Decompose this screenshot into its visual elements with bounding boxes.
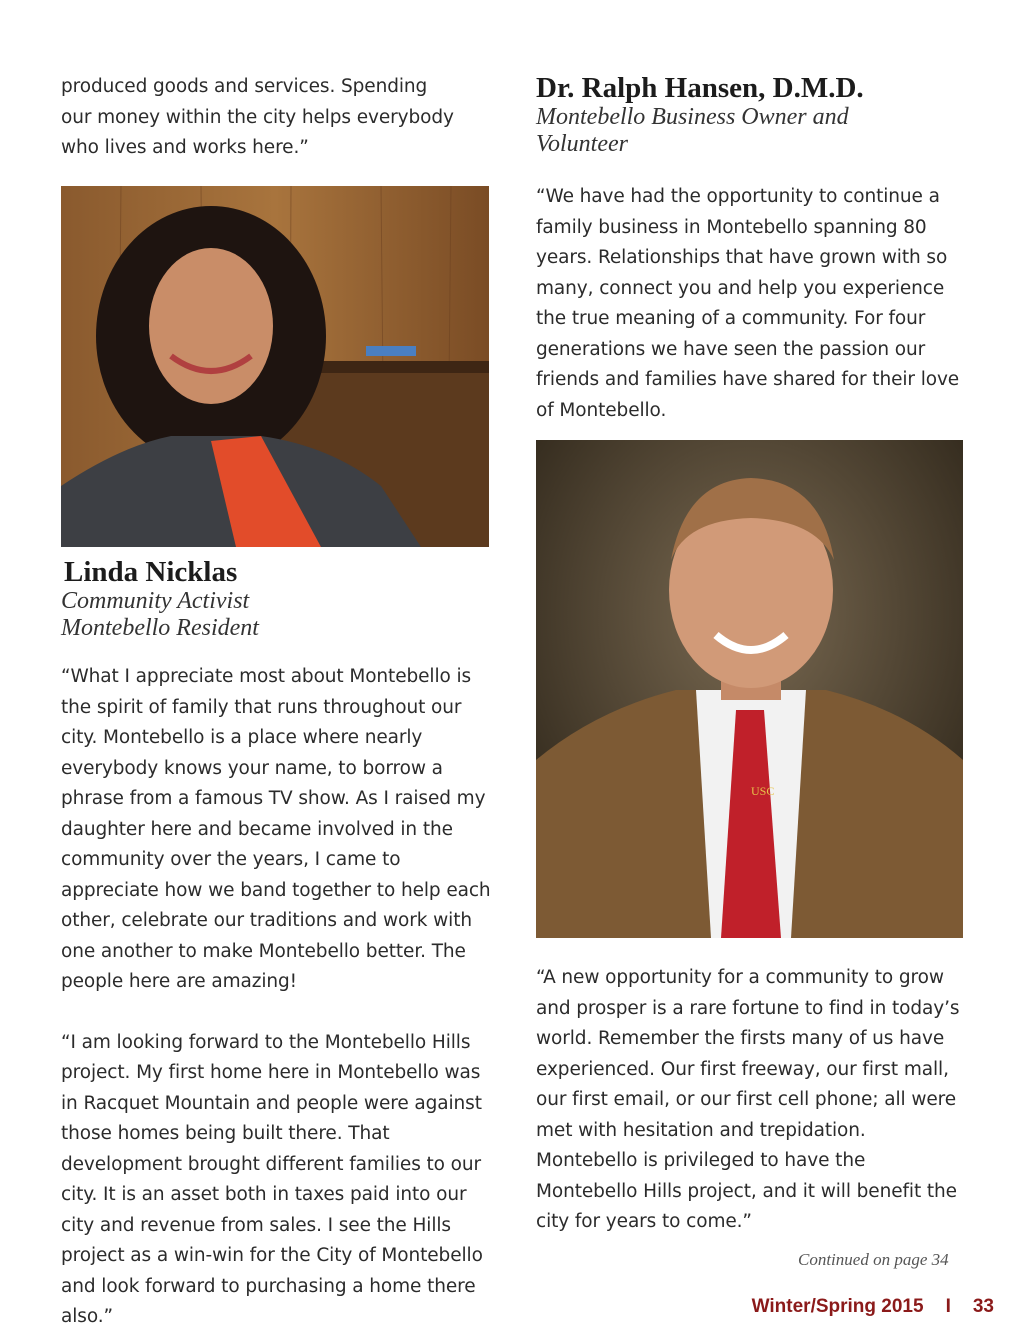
ralph-hansen-photo [536,440,963,938]
hansen-block-2 [536,963,966,1238]
left-column [61,72,491,164]
tie-pattern-text: USC [751,784,775,798]
linda-block [61,556,491,1333]
person-location: Montebello Resident [61,615,259,641]
hansen-quote-2: “A new opportunity for a community to grow and prosper is a rare fortune to find in today’s world. Remember the firsts many of us have experienced. Our first freeway, our first mall, our first email, or our first cell phone; all were met with hesitation and trepidation. Montebello is privileged to have the Montebello Hills project, and it will benefit the city for years to come.” [536,967,960,1232]
linda-nicklas-photo [61,186,489,547]
person-name: Linda Nicklas [64,556,238,588]
issue-label: Winter/Spring 2015 [751,1296,924,1317]
continued-note: Continued on page 34 [798,1250,949,1269]
linda-quote-2: “I am looking forward to the Montebello Hills project. My first home here in Montebello was in Racquet Mountain and people were against those homes being built there. That development brought different families to our city. It is an asset both in taxes paid into our city and revenue from sales. I see the Hills project as a win-win for the City of Montebello and look forward to purchasing a home there also.” [61,1031,483,1327]
page-number: 33 [972,1296,994,1317]
person-name: Dr. Ralph Hansen, D.M.D. [536,72,864,104]
person-role: Montebello Business Owner and Volunteer [536,104,849,157]
footer-separator: I [945,1296,951,1317]
right-column [536,72,966,426]
intro-quote-end: produced goods and services. Spending our money within the city helps everybody who lives and works here.” [61,76,454,158]
person-role: Community Activist [61,588,250,614]
hansen-quote-1: “We have had the opportunity to continue a family business in Montebello spanning 80 years. Relationships that have grown with so many, connect you and help you experience the true meaning of a community. For four generations we have seen the passion our friends and families have shared for their love of Montebello. [536,186,960,421]
linda-quote-1: “What I appreciate most about Montebello is the spirit of family that runs throughout our city. Montebello is a place where nearly everybody knows your name, to borrow a phrase from a famous TV show. As I raised my daughter here and became involved in the community over the years, I came to appreciate how we band together to help each other, celebrate our traditions and work with one another to make Montebello better. The people here are amazing! [61,666,491,992]
page-footer [752,1296,994,1318]
